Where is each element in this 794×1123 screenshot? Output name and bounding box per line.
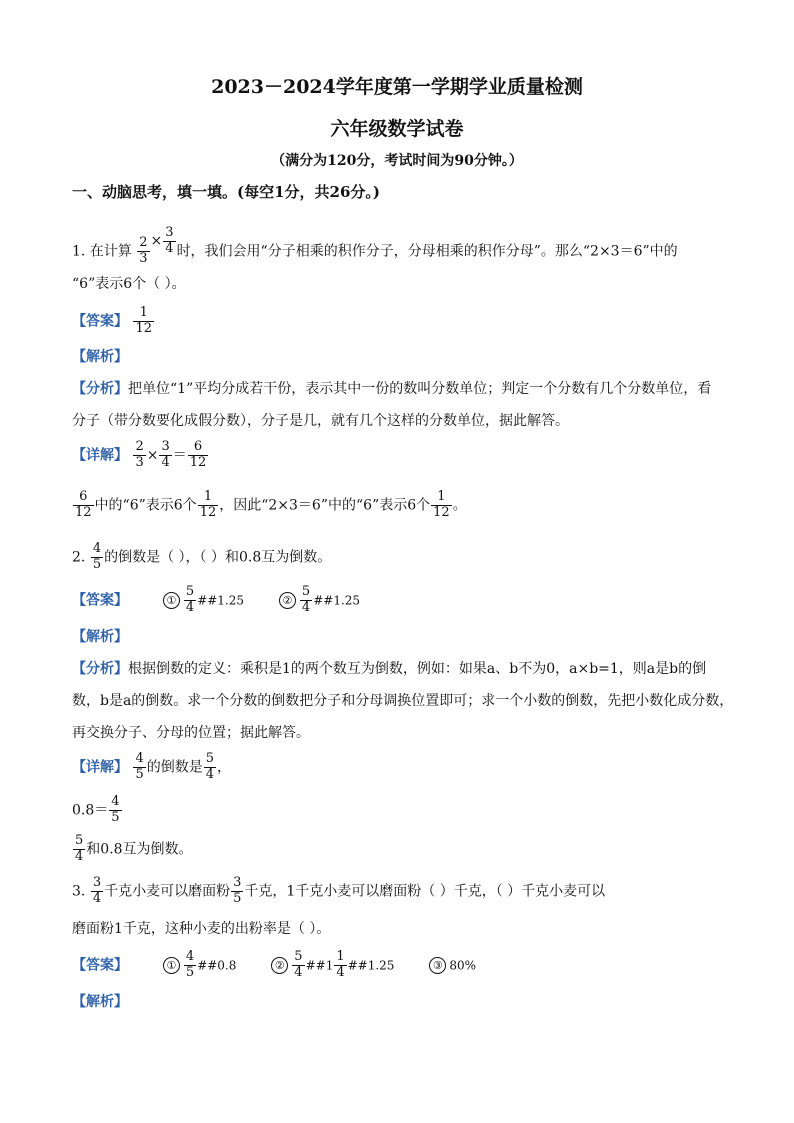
q2-detail-line1: 【详解】 $\frac{4}{5}$ 的倒数是 $\frac{5}{4}$ ， [72,751,232,782]
q1-detail-line2: $\frac{6}{12}$ 中的“6”表示6个 $\frac{1}{12}$ ，因此“2×3＝6”中的“6”表示6个 $\frac{1}{12}$ 。 [75,489,467,520]
section-title: 一、动脑思考，填一填。(每空1分，共26分。) [72,183,381,201]
q2-fenxi-line2: 数，b是a的倒数。求一个分数的倒数把分子和分母调换位置即可；求一个小数的倒数，先把小数化成分数， [72,693,734,709]
fraction: $\frac{2}{3}$ [139,235,148,266]
q2-fenxi-line1: 【分析】根据倒数的定义：乘积是1的两个数互为倒数，例如：如果a、b不为0，a×b=1，则a是b的倒 [72,661,707,677]
q3-analysis-tag: 【解析】 [72,994,128,1010]
q3-question-line2: 磨面粉1千克，这种小麦的出粉率是（ ）。 [72,921,331,937]
q3-question-line1: 3. $\frac{3}{4}$ 千克小麦可以磨面粉 $\frac{3}{5}$ 千克，1千克小麦可以磨面粉（ ）千克，（ ）千克小麦可以 [72,875,606,906]
q2-question: 2. $\frac{4}{5}$ 的倒数是（ ），（ ）和0.8互为倒数。 [72,541,332,572]
q2-detail-line2: 0.8＝ $\frac{4}{5}$ [72,794,120,825]
q2-fenxi-line3: 再交换分子、分母的位置；据此解答。 [72,725,310,741]
q1-fenxi-line1: 【分析】把单位“1”平均分成若干份，表示其中一份的数叫分数单位；判定一个分数有几个分数单位，看 [72,381,712,397]
fraction: $\frac{3}{4}$ [165,225,174,256]
q1-question-line2: “6”表示6个（ ）。 [72,276,186,292]
q1-fenxi-line2: 分子（带分数要化成假分数），分子是几，就有几个这样的分数单位，据此解答。 [72,413,569,429]
q1-analysis-tag: 【解析】 [72,349,128,365]
exam-subtitle: 六年级数学试卷 [330,118,464,140]
q1-answer: 【答案】 $\frac{1}{12}$ [72,305,152,336]
q1-question-line1: 1. 在计算 $\frac{2}{3}$ × $\frac{3}{4}$ 时，我们会用“分子相乘的积作分子，分母相乘的积作分母”。那么“2×3＝6”中的 [72,225,678,266]
fraction: $\frac{1}{12}$ [135,305,152,336]
q2-detail-line3: $\frac{5}{4}$ 和0.8互为倒数。 [75,833,193,864]
exam-title: 2023－2024学年度第一学期学业质量检测 [211,76,583,98]
q1-detail: 【详解】 $\frac{2}{3}$ × $\frac{3}{4}$ ＝ $\frac{6}{12}$ [72,439,207,470]
q2-analysis-tag: 【解析】 [72,629,128,645]
q3-answer: 【答案】 ① $\frac{4}{5}$ ##0.8 ② $\frac{5}{4}$ ##1 $\frac{1}{4}$ ##1.25 ③ 80% [72,949,477,980]
q2-answer: 【答案】 ① $\frac{5}{4}$ ##1.25 ② $\frac{5}{4}$ ##1.25 [72,584,361,615]
exam-note: （满分为120分，考试时间为90分钟。） [271,153,523,169]
